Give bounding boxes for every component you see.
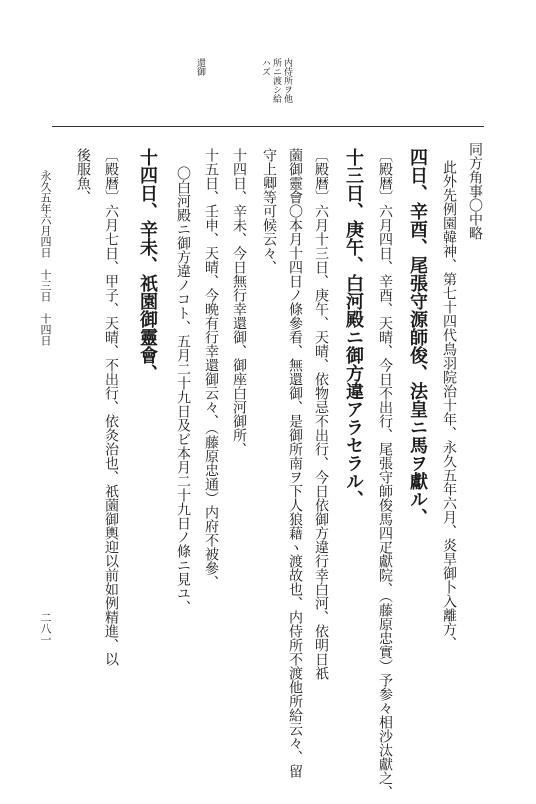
header-rule bbox=[52, 126, 484, 127]
text-column-7: 薗御靈會〇本月十四日ノ條參看、無還御、是御所南ヲ下人狼藉ヽ渡故也、内侍所不渡他所給云々、留 bbox=[287, 148, 303, 778]
header-note-kangyo: 還御 bbox=[195, 58, 205, 76]
text-column-14: 後服魚、 bbox=[75, 148, 91, 204]
page-number: 二八一 bbox=[39, 612, 52, 645]
text-column-13: 〔殿暦〕六月七日、甲子、天晴、不出行、依灸治也、祇薗御輿迎以前如例精進、以 bbox=[103, 148, 119, 666]
text-column-11: 〇白河殿ニ御方違ノコト、五月二十九日及ビ本月二十九日ノ條ニ見ユ、 bbox=[175, 166, 191, 614]
text-column-10: 十五日、壬申、天晴、今晩有行幸還御云々、（藤原忠通）内府不被參、 bbox=[203, 148, 219, 589]
text-column-4: 〔殿暦〕六月四日、辛酉、天晴、今日不出行、尾張守師俊馬四疋獻院、（藤原忠實）予参々相沙汰獻之、 bbox=[377, 148, 393, 799]
entry-heading-13th: 十三日、庚午、白河殿ニ御方違アラセラル、 bbox=[343, 148, 364, 508]
header-note-naishidokoro-2: 所ニ渡シ給 bbox=[271, 58, 281, 103]
text-column-8: 守上卿等可候云々、 bbox=[261, 148, 277, 274]
header-note-naishidokoro-3: ハズ bbox=[260, 58, 270, 76]
margin-date-headings: 永久五年六月四日 十三日 十四日 bbox=[39, 170, 52, 346]
text-column-2: 此外先例園韓神、第七十四代鳥羽院治十年、永久五年六月、炎旱御卜入離方、 bbox=[441, 160, 457, 650]
text-column-6: 〔殿暦〕六月十三日、庚午、天晴、依物忌不出行、今日依御方違行幸白河、依明日祇 bbox=[313, 148, 329, 680]
text-column-9: 十四日、辛未、今日無行幸還御、御座白河御所、 bbox=[231, 148, 247, 456]
entry-heading-14th: 十四日、辛未、祇園御靈會、 bbox=[137, 148, 158, 382]
entry-heading-4th: 四日、辛酉、尾張守源師俊、法皇ニ馬ヲ獻ル、 bbox=[407, 148, 428, 526]
header-note-naishidokoro-1: 内侍所ヲ他 bbox=[282, 58, 292, 103]
text-column-1: 同方角事〇中略 bbox=[467, 142, 483, 240]
